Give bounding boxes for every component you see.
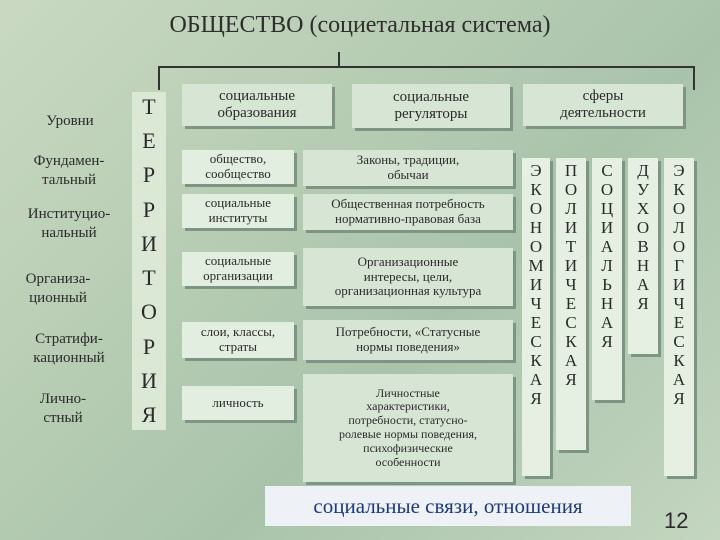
territory-letter: Я bbox=[141, 401, 157, 427]
sphere-letter: Ц bbox=[600, 199, 614, 218]
formation-institutes: социальные институты bbox=[182, 194, 294, 228]
sphere-letter: К bbox=[530, 180, 542, 199]
sphere-letter: Я bbox=[601, 332, 613, 351]
sphere-letter: И bbox=[529, 275, 543, 294]
sphere-letter: Т bbox=[565, 237, 577, 256]
regulator-laws: Законы, традиции, обычаи bbox=[303, 150, 513, 186]
formation-society: общество, сообщество bbox=[182, 150, 294, 184]
sphere-letter: Н bbox=[636, 256, 650, 275]
sphere-letter: А bbox=[600, 313, 614, 332]
sphere-letter: К bbox=[565, 332, 577, 351]
sphere-letter: О bbox=[636, 218, 650, 237]
sphere-letter: О bbox=[672, 237, 686, 256]
territory-column bbox=[132, 92, 166, 430]
sphere-letter: И bbox=[600, 218, 614, 237]
sphere-letter: И bbox=[564, 256, 578, 275]
sphere-letter: Н bbox=[529, 218, 543, 237]
sphere-letter: Х bbox=[636, 199, 650, 218]
sphere-letter: О bbox=[529, 237, 543, 256]
sphere-letter: О bbox=[564, 180, 578, 199]
sphere-letter: Е bbox=[673, 313, 685, 332]
territory-letter: О bbox=[141, 299, 157, 325]
sphere-social bbox=[592, 158, 622, 400]
sphere-letter: С bbox=[565, 313, 577, 332]
sphere-letter: Я bbox=[673, 389, 685, 408]
sphere-letter: А bbox=[636, 275, 650, 294]
sphere-letter: Л bbox=[565, 199, 577, 218]
territory-letter: Е bbox=[142, 128, 156, 154]
sphere-letter: Г bbox=[674, 256, 684, 275]
sphere-letter: С bbox=[601, 161, 613, 180]
sphere-letter: Ч bbox=[673, 294, 685, 313]
sphere-letter: С bbox=[530, 332, 542, 351]
territory-letter: Р bbox=[142, 196, 156, 222]
connector-title-stem bbox=[338, 52, 340, 66]
formation-strata: слои, классы, страты bbox=[182, 322, 294, 358]
regulator-org-culture: Организационные интересы, цели, организационная культура bbox=[303, 248, 513, 306]
levels-header: Уровни bbox=[46, 113, 94, 129]
page-number: 12 bbox=[664, 508, 689, 533]
sphere-letter: К bbox=[673, 351, 685, 370]
sphere-ecological bbox=[664, 158, 694, 476]
level-institutional: Институцио- нальный bbox=[27, 206, 111, 241]
sphere-letter: О bbox=[672, 199, 686, 218]
level-stratification: Стратифи- кационный bbox=[33, 331, 105, 366]
sphere-letter: А bbox=[672, 370, 686, 389]
territory-letter: И bbox=[141, 230, 157, 256]
territory-letter: Т bbox=[142, 94, 156, 119]
sphere-economic bbox=[522, 158, 550, 476]
level-fundamental: Фундамен- тальный bbox=[33, 153, 105, 188]
level-personal: Лично- стный bbox=[39, 391, 87, 426]
sphere-letter: У bbox=[636, 180, 650, 199]
sphere-letter: К bbox=[673, 180, 685, 199]
sphere-letter: Л bbox=[601, 256, 613, 275]
sphere-letter: Я bbox=[565, 370, 577, 389]
sphere-letter: Ч bbox=[530, 294, 542, 313]
header-formations: социальные образования bbox=[182, 84, 332, 126]
territory-letter: Р bbox=[142, 162, 156, 188]
regulator-status-norms: Потребности, «Статусные нормы поведения» bbox=[303, 320, 513, 360]
sphere-letter: К bbox=[530, 351, 542, 370]
sphere-letter: Я bbox=[637, 294, 649, 313]
territory-letter: Р bbox=[142, 333, 156, 359]
formation-personality: личность bbox=[182, 386, 294, 420]
sphere-letter: О bbox=[529, 199, 543, 218]
sphere-letter: Ч bbox=[565, 275, 577, 294]
sphere-letter: Ь bbox=[602, 275, 612, 294]
header-regulators: социальные регуляторы bbox=[352, 84, 510, 128]
sphere-letter: С bbox=[673, 332, 685, 351]
sphere-letter: Л bbox=[673, 218, 685, 237]
sphere-letter: А bbox=[564, 351, 578, 370]
header-spheres: сферы деятельности bbox=[523, 84, 683, 126]
sphere-letter: Д bbox=[637, 161, 649, 180]
page-title: ОБЩЕСТВО (социетальная система) bbox=[169, 12, 551, 38]
territory-letter: Т bbox=[142, 265, 156, 291]
connector-left-drop bbox=[158, 66, 160, 90]
connector-horizontal bbox=[158, 66, 695, 68]
territory-letter: И bbox=[141, 367, 157, 393]
sphere-letter: Н bbox=[600, 294, 614, 313]
sphere-letter: Е bbox=[565, 294, 577, 313]
sphere-letter: Я bbox=[530, 389, 542, 408]
sphere-letter: Э bbox=[530, 161, 542, 180]
sphere-letter: И bbox=[564, 218, 578, 237]
sphere-letter: П bbox=[564, 161, 578, 180]
sphere-letter: О bbox=[600, 180, 614, 199]
regulator-personal: Личностные характеристики, потребности, статусно- ролевые нормы поведения, психофизические особенности bbox=[303, 374, 513, 482]
sphere-letter: Э bbox=[673, 161, 685, 180]
sphere-letter: М bbox=[528, 256, 544, 275]
sphere-letter: А bbox=[529, 370, 543, 389]
formation-organizations: социальные организации bbox=[182, 252, 294, 286]
sphere-political bbox=[556, 158, 586, 450]
sphere-spiritual bbox=[628, 158, 658, 354]
sphere-letter: Е bbox=[530, 313, 542, 332]
level-organizational: Организа- ционный bbox=[25, 271, 91, 306]
sphere-letter: А bbox=[600, 237, 614, 256]
social-relations-label: социальные связи, отношения bbox=[265, 486, 631, 526]
connector-right-drop bbox=[693, 66, 695, 90]
sphere-letter: И bbox=[672, 275, 686, 294]
sphere-letter: В bbox=[637, 237, 649, 256]
regulator-legal-base: Общественная потребность нормативно-правовая база bbox=[303, 194, 513, 230]
